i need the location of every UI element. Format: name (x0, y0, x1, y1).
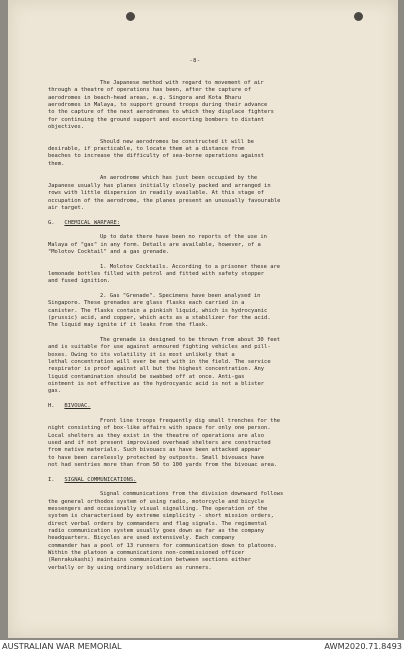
list-item: 1. Molotov Cocktails. According to a prisoner these are lemonade bottles filled with petrol and fitted with safety stopper and fused ignition. (48, 263, 281, 285)
document-body (48, 80, 353, 579)
section-heading-bivouac: H. BIVOUAC. (48, 403, 91, 410)
paragraph: An aerodrome which has just been occupied by the Japanese usually has planes initially closely packed and arranged in rows with little dispersion in readily available. At this stage of occupation of the aerodrome, the planes present an unusually favourable air target. (48, 175, 281, 211)
punch-hole (354, 12, 363, 21)
archive-credit: AUSTRALIAN WAR MEMORIAL (2, 641, 122, 651)
accession-number: AWM2020.71.8493 (324, 641, 402, 651)
page-number: -8- (189, 58, 201, 64)
paragraph: The grenade is designed to be thrown from about 30 feet and is suitable for use against armoured fighting vehicles and pill- boxes. Owing to its volatility it is most unlikely that a lethal concentration will ever be met with in the field. The service respirator is proof against all but the highest concentration. Any liquid contamination should be swabbed off at once. Anti-gas ointment is not effective as the hydrocyanic acid is not a blister gas. (48, 337, 281, 395)
list-item: 2. Gas "Grenade". Specimens have been analysed in Singapore. These grenades are glass flasks each carried in a canister. The flasks contain a pinkish liquid, which is hydrocyanic (prussic) acid, and copper, which acts as a stabilizer for the acid. The liquid may ignite if it leaks from the flask. (48, 292, 271, 329)
punch-hole (126, 12, 135, 21)
paragraph: Front line troops frequently dig small trenches for the night consisting of box-like affairs with space for only one person. Local shelters as they exist in the theatre of operations are also used and if not present improvised overhead shelters are constructed from native materials. Such bivouacs as have been attacked appear to have been carelessly protected by outposts. Small bivouacs have not had sentries more than from 50 to 100 yards from the bivouac area. (48, 417, 281, 468)
paragraph: Signal communications from the division downward follows the general orthodox system of using radio, motorcycle and bicycle messengers and occasionally visual signalling. The operation of the system is characterised by extreme simplicity - short mission orders, direct verbal orders by commanders and flag signals. The regimental radio communication system usually goes down as far as the company headquarters. Bicycles are used extensively. Each company commander has a pool of 13 runners for communication down to platoons. Within the platoon a communications non-commissioned officer (Renrakukashi) maintains communication between sections either verbally or by using ordinary soldiers as runners. (48, 491, 284, 571)
paragraph: The Japanese method with regard to movement of air through a theatre of operations has been, after the capture of aerodromes in beach-head areas, e.g. Singora and Kota Bharu aerodromes in Malaya, to support ground troops during their advance to the capture of the next aerodromes to which they displace fighters for continuing the ground support and escorting bombers to distant objectives. (48, 80, 274, 131)
section-heading-chemical-warfare: G. CHEMICAL WARFARE: (48, 219, 121, 226)
section-heading-signal-communications: I. SIGNAL COMMUNICATIONS. (48, 476, 137, 483)
paragraph: Up to date there have been no reports of the use in Malaya of "gas" in any form. Details are available, however, of a "Molotov Cocktail" and a gas grenade. (48, 234, 267, 255)
archive-footer (0, 640, 404, 653)
paragraph: Should new aerodromes be constructed it will be desirable, if practicable, to locate them at a distance from beaches to increase the difficulty of sea-borne operations against them. (48, 138, 265, 167)
